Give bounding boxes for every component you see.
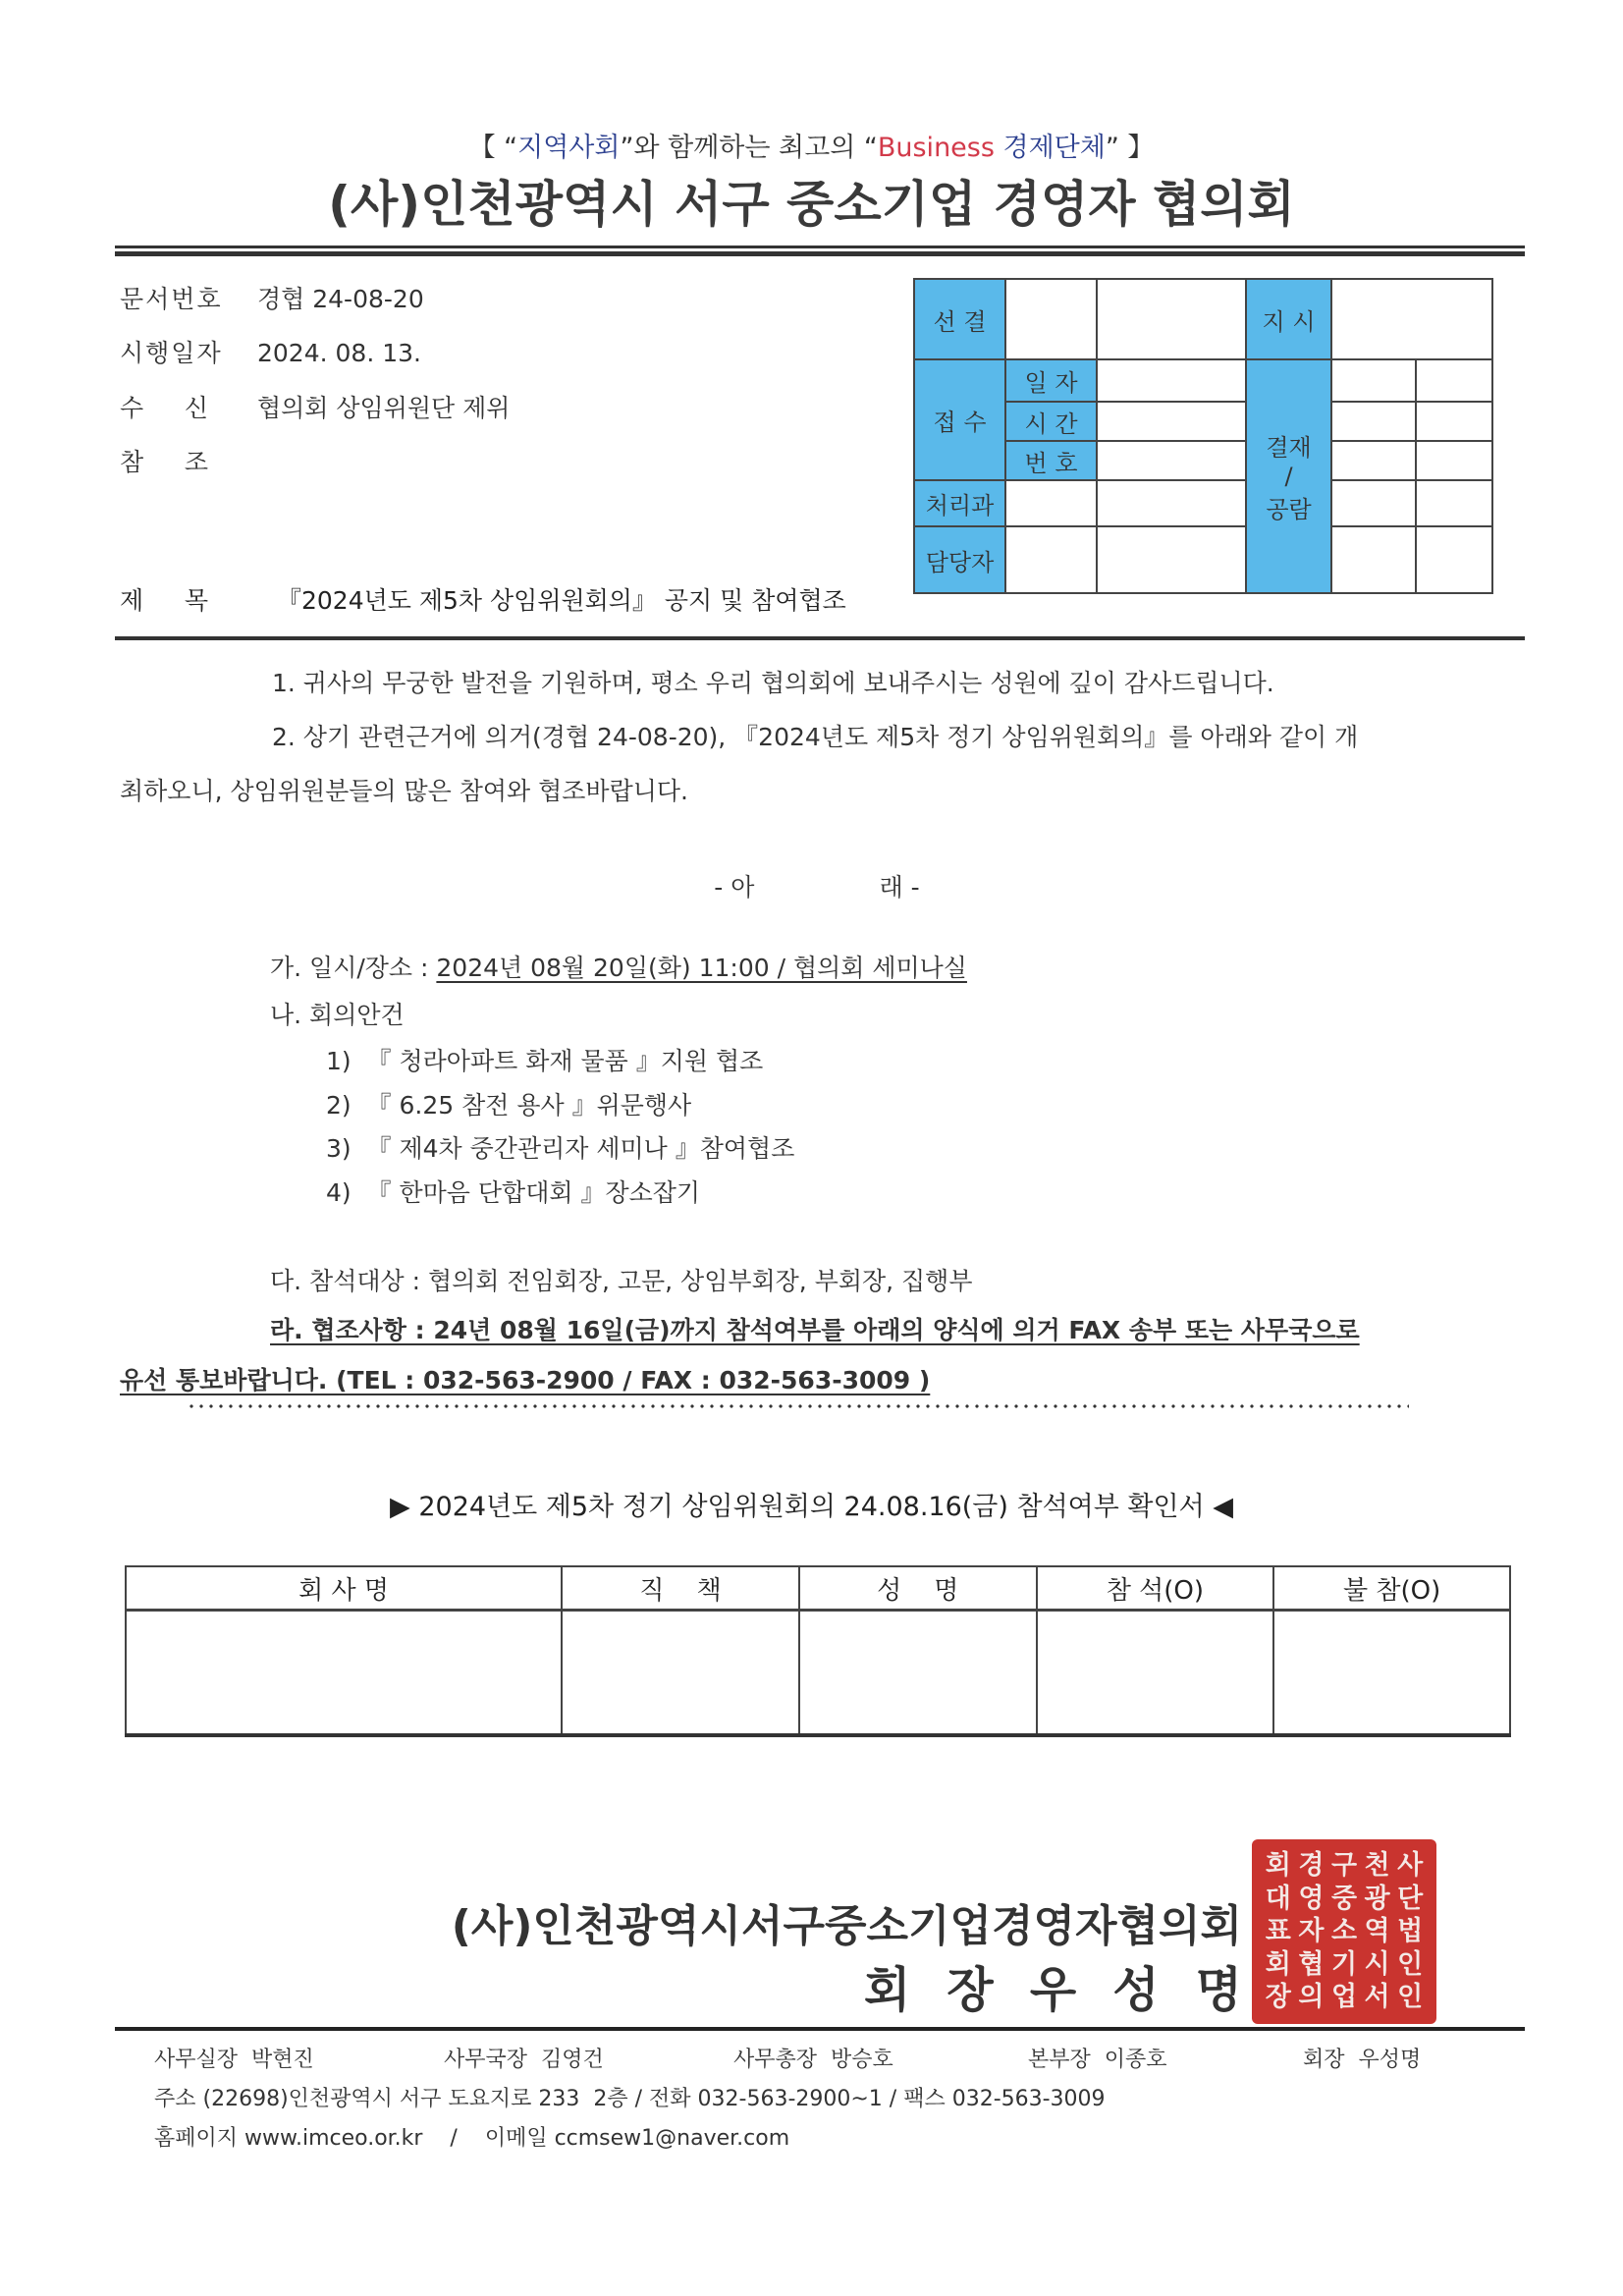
date-row xyxy=(120,334,421,373)
cell-empty[interactable] xyxy=(1331,526,1416,593)
subject-row xyxy=(120,581,846,617)
cell-empty[interactable] xyxy=(1331,441,1416,480)
paragraph-2-line-2: 최하오니, 상임위원분들의 많은 참여와 협조바랍니다. xyxy=(120,777,688,805)
subject-rule xyxy=(115,636,1525,640)
cell-receipt-date: 일 자 xyxy=(1005,359,1097,402)
staff-name: 이종호 xyxy=(1104,2048,1167,2072)
seal-char: 시 xyxy=(1364,1948,1390,1980)
footer-rule xyxy=(115,2027,1525,2031)
company-input-cell[interactable] xyxy=(126,1611,562,1736)
seal-char: 단 xyxy=(1397,1883,1424,1914)
staff-item xyxy=(733,2043,1028,2073)
seal-char: 영 xyxy=(1298,1883,1325,1914)
staff-name: 김영건 xyxy=(541,2048,604,2072)
datetime-place-label: 가. 일시/장소 : xyxy=(270,954,437,982)
slogan-community: 지역사회 xyxy=(517,133,621,163)
date-label: 시행일자 xyxy=(120,339,223,367)
subject-label: 제 목 xyxy=(120,586,211,615)
staff-role: 사무국장 xyxy=(444,2048,528,2072)
seal-char: 경 xyxy=(1298,1850,1325,1881)
seal-char: 회 xyxy=(1265,1850,1291,1881)
signature-president xyxy=(864,1952,1242,2021)
review-label: 공람 xyxy=(1266,496,1312,523)
recipient: 협의회 상임위원단 제위 xyxy=(257,394,511,422)
seal-char: 표 xyxy=(1265,1916,1291,1947)
seal-char: 천 xyxy=(1364,1850,1390,1881)
item-ra-line-2: 유선 통보바랍니다. (TEL : 032-563-2900 / FAX : 032-563-3009 ) xyxy=(120,1366,931,1394)
cell-empty[interactable] xyxy=(1416,526,1492,593)
approval-slash: / xyxy=(1284,463,1293,490)
seal-char: 자 xyxy=(1298,1916,1325,1947)
staff-item xyxy=(444,2043,733,2073)
signature-char: 장 xyxy=(947,1962,994,2018)
seal-char: 법 xyxy=(1397,1916,1424,1947)
staff-list xyxy=(154,2043,1480,2073)
staff-item xyxy=(1028,2043,1303,2073)
footer-address: 주소 (22698)인천광역시 서구 도요지로 233 2층 / 전화 032-563-2900~1 / 팩스 032-563-3009 xyxy=(154,2087,1106,2111)
doc-number-row xyxy=(120,280,424,319)
seal-char: 인 xyxy=(1397,1948,1424,1980)
seal-char: 서 xyxy=(1364,1982,1390,2013)
col-absent: 불 참(O) xyxy=(1273,1566,1510,1611)
paragraph-1: 1. 귀사의 무궁한 발전을 기원하며, 평소 우리 협의회에 보내주시는 성원에 깊이 감사드립니다. xyxy=(272,669,1274,697)
form-title: ▶ 2024년도 제5차 정기 상임위원회의 24.08.16(금) 참석여부 확인서 ◀ xyxy=(389,1492,1234,1522)
seal-char: 협 xyxy=(1298,1948,1325,1980)
cell-empty[interactable] xyxy=(1416,359,1492,402)
attendance-form-table xyxy=(125,1565,1511,1737)
date: 2024. 08. 13. xyxy=(257,339,421,367)
agenda-item: 2) 『 6.25 참전 용사 』위문행사 xyxy=(326,1091,692,1120)
cell-empty[interactable] xyxy=(1097,526,1246,593)
agenda-item: 1) 『 청라아파트 화재 물품 』지원 협조 xyxy=(326,1047,764,1075)
cell-prior-decision: 선 결 xyxy=(914,279,1005,359)
cell-empty[interactable] xyxy=(1005,480,1097,526)
seal-char: 구 xyxy=(1330,1850,1358,1881)
col-name: 성 명 xyxy=(799,1566,1037,1611)
cell-empty[interactable] xyxy=(1005,526,1097,593)
signature-char: 명 xyxy=(1195,1962,1242,2018)
signature-char: 회 xyxy=(864,1962,911,2018)
slogan-open: 【 “ xyxy=(468,133,518,163)
seal-char: 중 xyxy=(1330,1883,1358,1914)
seal-char: 장 xyxy=(1265,1982,1291,2013)
attend-input-cell[interactable] xyxy=(1037,1611,1274,1736)
cell-empty[interactable] xyxy=(1331,402,1416,441)
name-input-cell[interactable] xyxy=(799,1611,1037,1736)
item-ga xyxy=(270,949,1448,984)
header-rule-thin xyxy=(115,246,1525,248)
cell-empty[interactable] xyxy=(1097,402,1246,441)
staff-role: 회장 xyxy=(1303,2048,1345,2072)
staff-name: 방승호 xyxy=(831,2048,893,2072)
signature-org: (사)인천광역시서구중소기업경영자협의회 xyxy=(451,1901,1242,1951)
cell-empty[interactable] xyxy=(1097,441,1246,480)
staff-role: 사무실장 xyxy=(154,2048,239,2072)
seal-char: 의 xyxy=(1298,1982,1325,2013)
col-position: 직 책 xyxy=(562,1566,799,1611)
cell-empty[interactable] xyxy=(1097,279,1246,359)
col-company: 회 사 명 xyxy=(126,1566,562,1611)
seal-char: 대 xyxy=(1265,1883,1291,1914)
recipient-label: 수 신 xyxy=(120,394,211,422)
staff-name: 우성명 xyxy=(1358,2048,1422,2072)
position-input-cell[interactable] xyxy=(562,1611,799,1736)
subject-text: 『2024년도 제5차 상임위원회의』 공지 및 참여협조 xyxy=(277,586,846,615)
staff-item xyxy=(1303,2043,1421,2073)
cell-empty[interactable] xyxy=(1097,359,1246,402)
footer-web[interactable]: 홈페이지 www.imceo.or.kr / 이메일 ccmsew1@naver.com xyxy=(154,2126,790,2151)
org-title: (사)인천광역시 서구 중소기업 경영자 협의회 xyxy=(328,176,1295,233)
cell-receipt: 접 수 xyxy=(914,359,1005,480)
reference-label: 참 조 xyxy=(120,448,211,476)
agenda-item: 3) 『 제4차 중간관리자 세미나 』참여협조 xyxy=(326,1134,795,1163)
dotted-separator xyxy=(187,1404,1409,1408)
paragraph-2-line-1: 2. 상기 관련근거에 의거(경협 24-08-20), 『2024년도 제5차 정기 상임위원회의』를 아래와 같이 개 xyxy=(272,723,1359,751)
header-rule-thick xyxy=(115,251,1525,256)
staff-role: 사무총장 xyxy=(733,2048,818,2072)
official-seal-icon xyxy=(1252,1839,1436,2024)
absent-input-cell[interactable] xyxy=(1273,1611,1510,1736)
cell-receipt-number: 번 호 xyxy=(1005,441,1097,480)
slogan-business: Business xyxy=(877,133,995,163)
agenda-item: 4) 『 한마음 단합대회 』장소잡기 xyxy=(326,1178,701,1207)
cell-processing-dept: 처리과 xyxy=(914,480,1005,526)
cell-empty[interactable] xyxy=(1331,480,1416,526)
cell-empty[interactable] xyxy=(1416,441,1492,480)
cell-empty[interactable] xyxy=(1097,480,1246,526)
slogan-middle: ”와 함께하는 최고의 “ xyxy=(620,133,878,163)
seal-char: 기 xyxy=(1330,1948,1358,1980)
cell-receipt-time: 시 간 xyxy=(1005,402,1097,441)
cell-empty[interactable] xyxy=(1005,279,1097,359)
col-attend: 참 석(O) xyxy=(1037,1566,1274,1611)
cell-empty[interactable] xyxy=(1331,279,1492,359)
staff-item xyxy=(154,2043,444,2073)
cell-empty[interactable] xyxy=(1416,402,1492,441)
datetime-place-value: 2024년 08월 20일(화) 11:00 / 협의회 세미나실 xyxy=(436,954,967,982)
slogan-close: ” 】 xyxy=(1105,133,1155,163)
seal-char: 인 xyxy=(1397,1982,1424,2013)
item-ra-line-1: 라. 협조사항 : 24년 08월 16일(금)까지 참석여부를 아래의 양식에 의거 FAX 송부 또는 사무국으로 xyxy=(270,1316,1360,1344)
doc-number: 경협 24-08-20 xyxy=(257,285,424,313)
cell-empty[interactable] xyxy=(1331,359,1416,402)
signature-char: 우 xyxy=(1029,1962,1077,2018)
cell-approval-review xyxy=(1246,359,1331,593)
seal-char: 업 xyxy=(1330,1982,1358,2013)
reference-row xyxy=(120,443,257,482)
seal-char: 역 xyxy=(1364,1916,1390,1947)
below-heading: - 아 래 - xyxy=(714,873,920,902)
seal-char: 소 xyxy=(1330,1916,1358,1947)
staff-name: 박현진 xyxy=(251,2048,314,2072)
doc-number-label: 문서번호 xyxy=(120,285,223,313)
seal-char: 사 xyxy=(1397,1850,1424,1881)
cell-empty[interactable] xyxy=(1416,480,1492,526)
approval-label: 결재 xyxy=(1266,434,1312,462)
signature-char: 성 xyxy=(1112,1962,1160,2018)
recipient-row xyxy=(120,389,510,428)
seal-char: 회 xyxy=(1265,1948,1291,1980)
slogan xyxy=(0,126,1623,164)
cell-person-in-charge: 담당자 xyxy=(914,526,1005,593)
staff-role: 본부장 xyxy=(1028,2048,1091,2072)
item-da-attendees: 다. 참석대상 : 협의회 전임회장, 고문, 상임부회장, 부회장, 집행부 xyxy=(270,1267,973,1295)
item-na: 나. 회의안건 xyxy=(270,1001,405,1029)
cell-instruction: 지 시 xyxy=(1246,279,1331,359)
approval-table xyxy=(913,278,1493,594)
slogan-economic-org: 경제단체 xyxy=(994,133,1106,163)
seal-char: 광 xyxy=(1364,1883,1390,1914)
